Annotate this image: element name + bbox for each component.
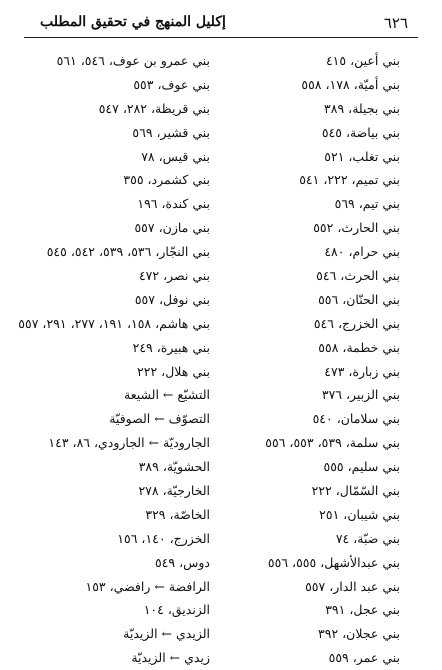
index-entry: بني تغلب، ٥٢١ (324, 148, 400, 164)
index-entry: بني قيس، ٧٨ (141, 148, 210, 164)
index-entry: بني الحارث، ٥٥٢ (313, 220, 400, 236)
index-entry: بني قشير، ٥٦٩ (132, 124, 210, 140)
index-entry: بني عجلان، ٣٩٢ (318, 626, 400, 642)
index-entry: بني الخزرج، ٥٤٦ (313, 315, 400, 331)
index-entry: التشيّع ← الشيعة (124, 387, 210, 403)
book-title: إكليل المنهج في تحقيق المطلب (40, 14, 226, 30)
index-entry: بني نصر، ٤٧٢ (138, 268, 210, 284)
index-entry: دوس، ٥٤٩ (154, 554, 210, 570)
index-entry: بني سلمة، ٥٣٩، ٥٥٣، ٥٥٦ (265, 435, 400, 451)
index-entry: بني بجيلة، ٣٨٩ (324, 100, 400, 116)
index-entry: الخارجيّة، ٢٧٨ (138, 483, 210, 499)
index-entry: بني عبد الدار، ٥٥٧ (305, 578, 400, 594)
index-entry: بني نوفل، ٥٥٧ (134, 291, 210, 307)
index-entry: بني تميم، ٢٢٢، ٥٤١ (299, 172, 400, 188)
index-entry: بني تيم، ٥٦٩ (334, 196, 400, 212)
index-entry: الخاصّة، ٣٢٩ (145, 506, 210, 522)
index-entry: بني زبارة، ٤٧٣ (324, 363, 400, 379)
index-entry: بني الزبير، ٣٧٦ (321, 387, 400, 403)
page-number: ٦٢٦ (383, 14, 408, 32)
index-entry: بني حرام، ٤٨٠ (324, 244, 400, 260)
index-entry: بني خطمة، ٥٥٨ (318, 339, 400, 355)
index-entry: بني أعين، ٤١٥ (325, 53, 400, 68)
index-entry: بني سلامان، ٥٤٠ (312, 411, 400, 427)
index-entry: بني عبدالأشهل، ٥٥٥، ٥٥٦ (267, 554, 400, 570)
index-entry: بني هاشم، ١٥٨، ١٩١، ٢٧٧، ٢٩١، ٥٥٧ (18, 315, 210, 331)
index-entry: زيدي ← الزيديّة (131, 650, 210, 666)
index-entry: بني بياضة، ٥٤٥ (321, 124, 400, 140)
index-entry: بني قريظة، ٢٨٢، ٥٤٧ (98, 100, 210, 116)
index-entry: بني كشمرد، ٣٥٥ (123, 172, 210, 188)
index-entry: بني الحنّان، ٥٥٦ (318, 291, 400, 307)
page-header (24, 14, 418, 34)
index-entry: الرافضة ← رافضي، ١٥٣ (85, 578, 210, 594)
index-entry: بني عمرو بن عوف، ٥٤٦، ٥٦١ (56, 53, 210, 68)
index-entry: بني شيبان، ٢٥١ (319, 506, 400, 522)
index-entry: بني عوف، ٥٥٣ (133, 76, 210, 92)
index-entry: بني النجّار، ٥٣٦، ٥٣٩، ٥٤٢، ٥٤٥ (46, 244, 210, 260)
index-entry: بني كندة، ١٩٦ (137, 196, 210, 212)
index-entry: الزيدي ← الزيديّة (123, 626, 210, 642)
index-entry: بني السّمّال، ٢٢٢ (311, 483, 400, 499)
index-entry: بني مازن، ٥٥٧ (134, 220, 210, 236)
index-entry: التصوّف ← الصوفيّة (109, 411, 210, 427)
index-entry: بني أميّة، ١٧٨، ٥٥٨ (301, 76, 400, 92)
index-entry: بني الحرث، ٥٤٦ (316, 268, 400, 284)
index-entry: بني سليم، ٥٥٥ (323, 459, 400, 475)
index-column-left (20, 49, 210, 670)
index-entry: الزنديق، ١٠٤ (143, 602, 210, 618)
index-entry: الجاروديّة ← الجارودي، ٨٦، ١٤٣ (48, 435, 210, 451)
index-column-right (210, 49, 400, 670)
index-entry: الخزرج، ١٤٠، ١٥٦ (117, 530, 210, 546)
index-entry: بني ضبّة، ٧٤ (335, 530, 400, 546)
index-entry: بني عمر، ٥٥٩ (328, 650, 400, 666)
index-entry: الحشويّة، ٣٨٩ (138, 459, 210, 475)
index-entry: بني عجل، ٣٩١ (325, 602, 400, 618)
index-entry: بني هلال، ٢٢٢ (137, 363, 210, 379)
index-entry: بني هبيرة، ٢٤٩ (132, 339, 210, 355)
header-divider (24, 37, 418, 38)
